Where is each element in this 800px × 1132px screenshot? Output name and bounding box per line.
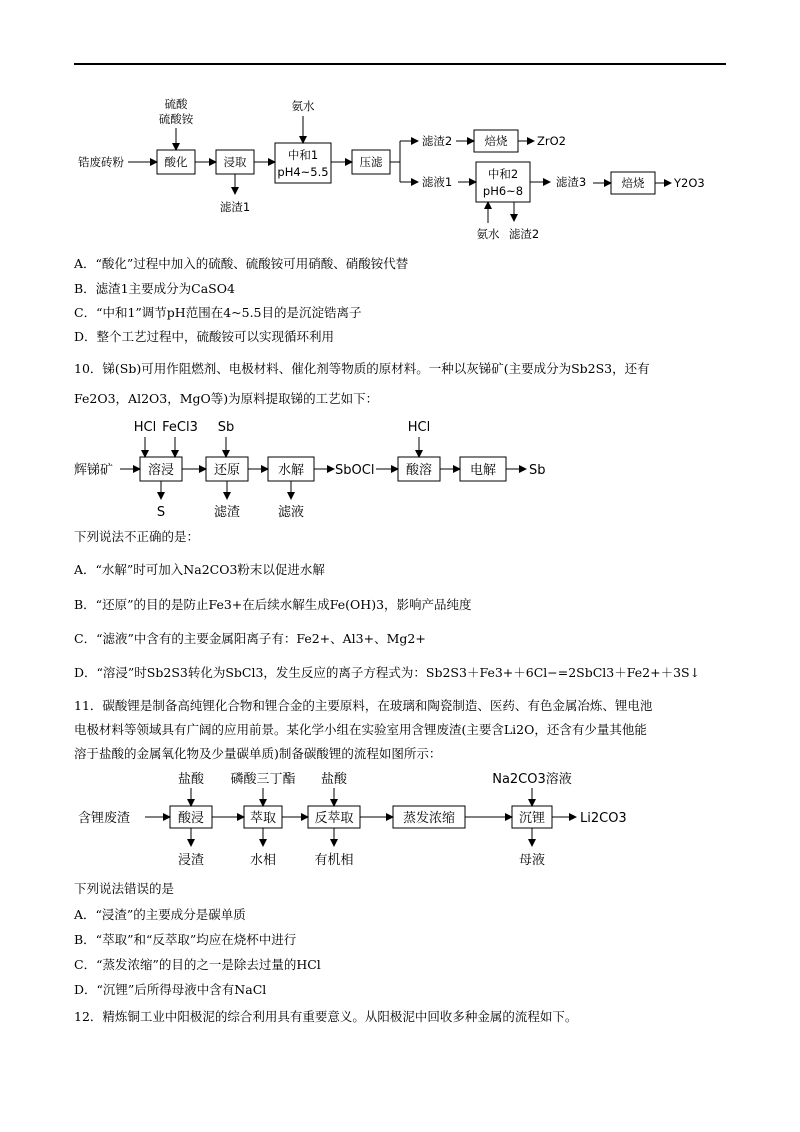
d1-reagent-ammonium-sulfate: 硫酸铵 — [158, 112, 194, 126]
d2-step-electrolyze: 电解 — [469, 463, 497, 478]
d2-step-leach: 溶浸 — [147, 463, 175, 478]
d2-reagent-fecl3: FeCl3 — [162, 420, 198, 435]
d1-step-leach: 浸取 — [223, 155, 247, 169]
d1-filtrate1: 滤液1 — [421, 175, 453, 189]
q10-stem-2: Fe2O3，Al2O3，MgO等)为原料提取锑的工艺如下： — [74, 391, 379, 406]
antimony-flowchart — [0, 415, 800, 525]
q11-option-d: D．“沉锂”后所得母液中含有NaCl — [74, 982, 267, 997]
d3-out-mother-liquor: 母液 — [518, 853, 546, 868]
q11-option-b: B．“萃取”和“反萃取”均应在烧杯中进行 — [74, 932, 297, 947]
d3-reagent-hcl-1: 盐酸 — [177, 772, 205, 787]
q9-option-d: D．整个工艺过程中，硫酸铵可以实现循环利用 — [74, 329, 335, 344]
d2-intermediate: SbOCl — [335, 463, 375, 478]
d1-residue2: 滤渣2 — [421, 134, 453, 148]
d2-step-acid: 酸溶 — [405, 463, 433, 478]
d3-product: Li2CO3 — [580, 811, 627, 826]
d1-residue1: 滤渣1 — [219, 200, 251, 214]
d1-residue2-bottom: 滤渣2 — [508, 227, 540, 241]
d1-step-press: 压滤 — [359, 155, 383, 169]
d1-product-y2o3: Y2O3 — [674, 176, 705, 190]
d1-ammonia-top: 氨水 — [291, 99, 315, 113]
q11-stem-1: 11．碳酸锂是制备高纯锂化合物和锂合金的主要原料，在玻璃和陶瓷制造、医药、有色金属冶炼、锂电池 — [74, 698, 653, 713]
d2-out-s: S — [156, 505, 166, 520]
q11-stem-2: 电极材料等领域具有广阔的应用前景。某化学小组在实验室用含锂废渣(主要含Li2O，还含有少量其他能 — [74, 722, 647, 737]
d3-reagent-tbp: 磷酸三丁酯 — [230, 772, 296, 787]
zirconium-flowchart — [0, 88, 800, 248]
d2-step-reduce: 还原 — [213, 463, 241, 478]
d1-input: 锆废砖粉 — [78, 155, 124, 169]
d2-reagent-hcl-2: HCl — [407, 420, 431, 435]
lithium-flowchart — [0, 768, 800, 878]
d3-step-extract: 萃取 — [249, 811, 277, 826]
d2-reagent-sb: Sb — [217, 420, 235, 435]
d1-reagent-sulfuric: 硫酸 — [164, 97, 188, 111]
d3-out-aqueous: 水相 — [249, 853, 277, 868]
q10-option-a: A．“水解”时可加入Na2CO3粉末以促进水解 — [74, 562, 325, 577]
d3-reagent-na2co3: Na2CO3溶液 — [492, 772, 572, 787]
q11-option-c: C．“蒸发浓缩”的目的之一是除去过量的HCl — [74, 957, 321, 972]
d3-step-leach: 酸浸 — [177, 811, 205, 826]
d2-out-residue: 滤渣 — [213, 505, 241, 520]
q11-option-a: A．“浸渣”的主要成分是碳单质 — [74, 907, 246, 922]
d1-step-acidify: 酸化 — [164, 155, 188, 169]
d3-reagent-hcl-2: 盐酸 — [320, 772, 348, 787]
top-rule — [74, 63, 726, 65]
q9-option-b: B．滤渣1主要成分为CaSO4 — [74, 281, 235, 296]
d1-neutralize1-ph: pH4~5.5 — [277, 165, 329, 179]
d3-input: 含锂废渣 — [78, 811, 131, 826]
d1-neutralize1-title: 中和1 — [287, 148, 319, 162]
d3-out-residue: 浸渣 — [177, 853, 205, 868]
q11-prompt: 下列说法错误的是 — [74, 881, 175, 896]
d3-step-back-extract: 反萃取 — [314, 811, 354, 826]
d1-ammonia-bottom: 氨水 — [476, 227, 500, 241]
q10-prompt: 下列说法不正确的是： — [74, 529, 200, 544]
q12-stem: 12．精炼铜工业中阳极泥的综合利用具有重要意义。从阳极泥中回收多种金属的流程如下。 — [74, 1009, 578, 1024]
q11-stem-3: 溶于盐酸的金属氧化物及少量碳单质)制备碳酸锂的流程如图所示： — [74, 746, 442, 761]
d3-out-organic: 有机相 — [314, 853, 354, 868]
q10-option-d: D．“溶浸”时Sb2S3转化为SbCl3，发生反应的离子方程式为：Sb2S3＋Fe3+＋6Cl−=2SbCl3＋Fe2+＋3S↓ — [74, 665, 701, 680]
d2-out-filtrate: 滤液 — [277, 505, 305, 520]
q10-option-b: B．“还原”的目的是防止Fe3+在后续水解生成Fe(OH)3，影响产品纯度 — [74, 597, 472, 612]
d2-product: Sb — [529, 463, 546, 478]
d3-step-precipitate: 沉锂 — [518, 811, 546, 826]
q9-option-c: C．“中和1”调节pH范围在4~5.5目的是沉淀锆离子 — [74, 305, 362, 320]
q10-option-c: C．“滤液”中含有的主要金属阳离子有：Fe2+、Al3+、Mg2+ — [74, 631, 426, 646]
d1-step-calcine-1: 焙烧 — [484, 134, 508, 148]
d1-neutralize2-ph: pH6~8 — [482, 184, 524, 198]
q10-stem-1: 10．锑(Sb)可用作阻燃剂、电极材料、催化剂等物质的原材料。一种以灰锑矿(主要成分为Sb2S3，还有 — [74, 361, 650, 376]
q9-option-a: A．“酸化”过程中加入的硫酸、硫酸铵可用硝酸、硝酸铵代替 — [74, 256, 409, 271]
d2-reagent-hcl: HCl — [133, 420, 157, 435]
d2-step-hydrolyze: 水解 — [277, 463, 305, 478]
d1-neutralize2-title: 中和2 — [487, 167, 519, 181]
d1-product-zro2: ZrO2 — [537, 134, 566, 148]
d2-input: 辉锑矿 — [74, 463, 114, 478]
d3-step-evaporate: 蒸发浓缩 — [402, 811, 456, 826]
d1-residue3: 滤渣3 — [555, 175, 587, 189]
d1-step-calcine-2: 焙烧 — [621, 176, 645, 190]
